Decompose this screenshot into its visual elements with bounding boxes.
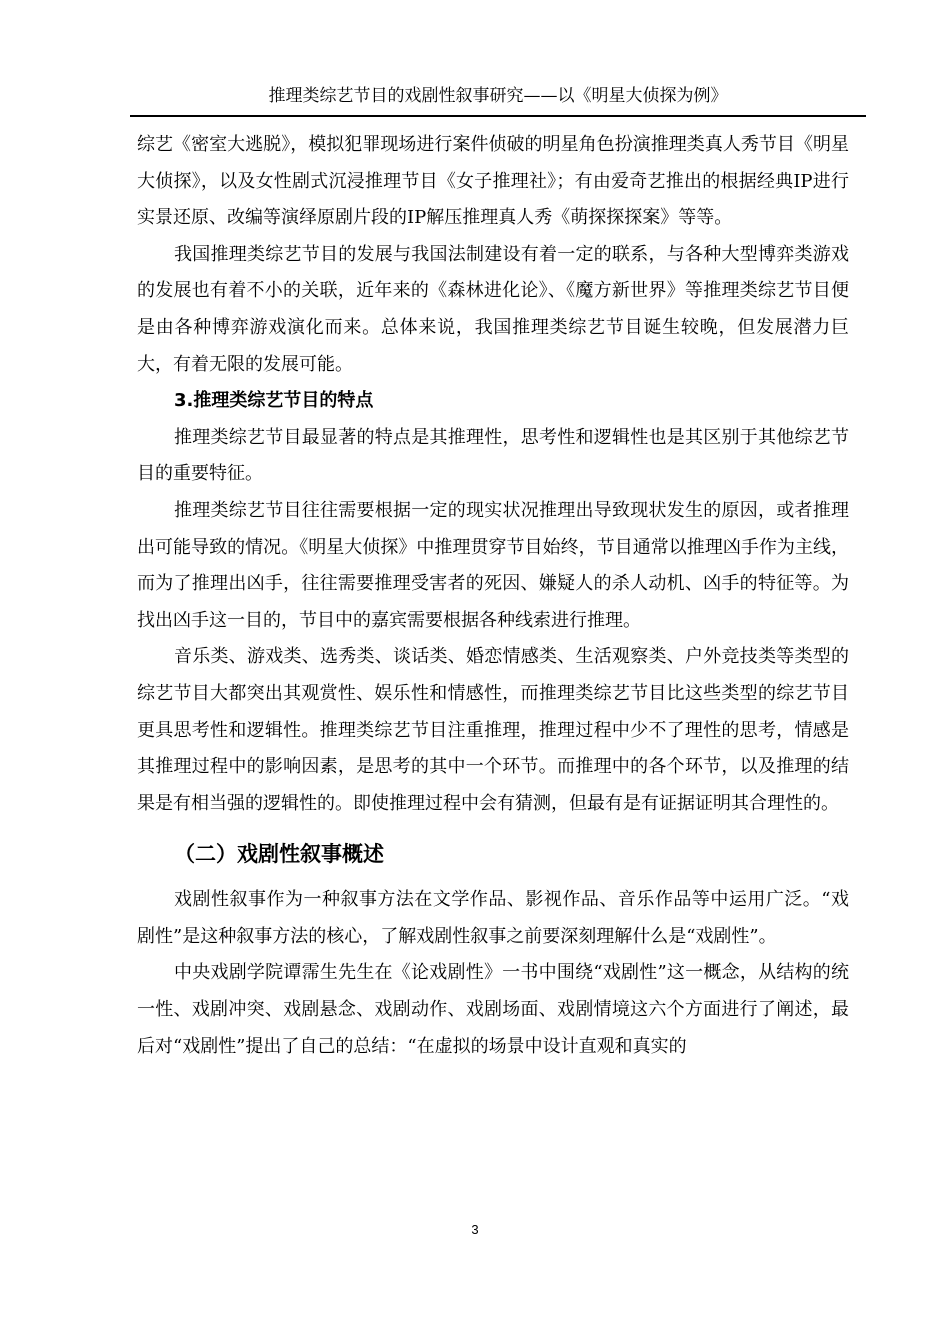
section-heading: （二）戏剧性叙事概述: [174, 842, 384, 867]
running-header: 推理类综艺节目的戏剧性叙事研究——以《明星大侦探为例》: [268, 86, 728, 106]
page-body: [137, 127, 849, 1065]
body-paragraph: 中央戏剧学院谭霈生先生在《论戏剧性》一书中围绕“戏剧性”这一概念，从结构的统一性、戏剧冲突、戏剧悬念、戏剧动作、戏剧场面、戏剧情境这六个方面进行了阐述，最后对“戏剧性”提出了自己的总结：“在虚拟的场景中设计直观和真实的: [137, 962, 849, 1057]
body-paragraph: 我国推理类综艺节目的发展与我国法制建设有着一定的联系，与各种大型博弈类游戏的发展也有着不小的关联，近年来的《森林进化论》、《魔方新世界》等推理类综艺节目便是由各种博弈游戏演化而来。总体来说，我国推理类综艺节目诞生较晚，但发展潜力巨大，有着无限的发展可能。: [137, 243, 849, 375]
header-divider: [130, 115, 866, 117]
body-paragraph-continued: 综艺《密室大逃脱》，模拟犯罪现场进行案件侦破的明星角色扮演推理类真人秀节目《明星大侦探》，以及女性剧式沉浸推理节目《女子推理社》；有由爱奇艺推出的根据经典IP进行实景还原、改编等演绎原剧片段的IP解压推理真人秀《萌探探探案》等等。: [137, 134, 849, 229]
page-number: 3: [471, 1222, 479, 1237]
body-paragraph: 推理类综艺节目最显著的特点是其推理性，思考性和逻辑性也是其区别于其他综艺节目的重要特征。: [137, 426, 849, 485]
body-paragraph: 音乐类、游戏类、选秀类、谈话类、婚恋情感类、生活观察类、户外竞技类等类型的综艺节目大都突出其观赏性、娱乐性和情感性，而推理类综艺节目比这些类型的综艺节目更具思考性和逻辑性。推理类综艺节目注重推理，推理过程中少不了理性的思考，情感是其推理过程中的影响因素，是思考的其中一个环节。而推理中的各个环节，以及推理的结果是有相当强的逻辑性的。即使推理过程中会有猜测，但最有是有证据证明其合理性的。: [137, 646, 849, 814]
body-paragraph: 戏剧性叙事作为一种叙事方法在文学作品、影视作品、音乐作品等中运用广泛。“戏剧性”是这种叙事方法的核心，了解戏剧性叙事之前要深刻理解什么是“戏剧性”。: [137, 889, 849, 947]
body-paragraph: 推理类综艺节目往往需要根据一定的现实状况推理出导致现状发生的原因，或者推理出可能导致的情况。《明星大侦探》中推理贯穿节目始终，节目通常以推理凶手作为主线，而为了推理出凶手，往往需要推理受害者的死因、嫌疑人的杀人动机、凶手的特征等。为找出凶手这一目的，节目中的嘉宾需要根据各种线索进行推理。: [137, 499, 849, 631]
subsection-heading: 3.推理类综艺节目的特点: [174, 390, 374, 412]
